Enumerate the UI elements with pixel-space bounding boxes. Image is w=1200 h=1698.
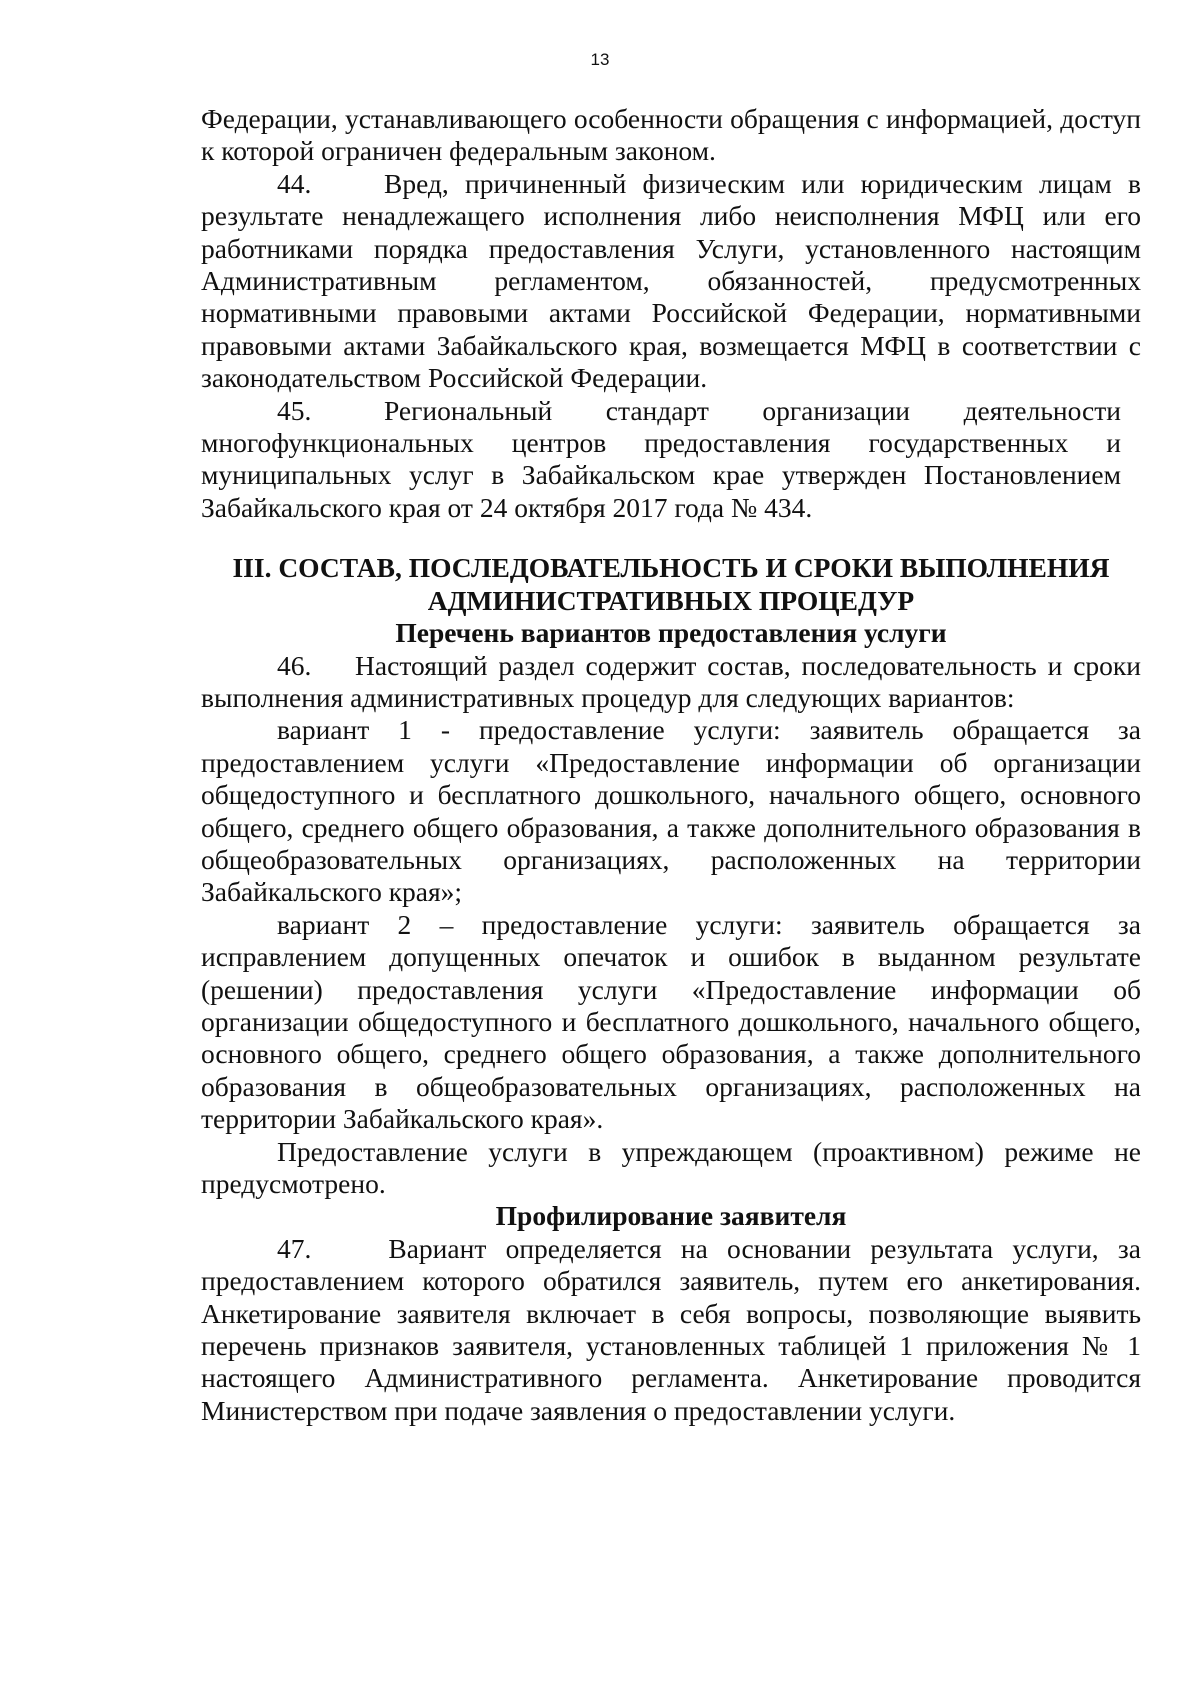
paragraph-46 [201,650,1141,715]
paragraph-variant-2: вариант 2 – предоставление услуги: заявитель обращается за исправлением допущенных опечаток и ошибок в выданном результате (решении) предоставления услуги «Предоставление информации об организации общедоступного и бесплатного дошкольного, начального общего, основного общего, среднего общего образования, а также дополнительного образования в общеобразовательных организациях, расположенных на территории Забайкальского края». [201,908,1141,1135]
paragraph-number: 44. [277,167,312,199]
section-title [201,552,1141,617]
paragraph-45 [201,395,1121,525]
paragraph-text: Вред, причиненный физическим или юридическим лицам в результате ненадлежащего исполнения либо неисполнения МФЦ или его работниками порядка предоставления Услуги, установленного настоящим Административным регламентом, обязанностей, предусмотренных нормативными правовыми актами Российской Федерации, нормативными правовыми актами Забайкальского края, возмещается МФЦ в соответствии с законодательством Российской Федерации. [201,167,1141,394]
paragraph-proactive: Предоставление услуги в упреждающем (проактивном) режиме не предусмотрено. [201,1135,1141,1199]
paragraph-number: 47. [277,1232,312,1264]
paragraph-text: Региональный стандарт организации деятельности многофункциональных центров предоставления государственных и муниципальных услуг в Забайкальском крае утвержден Постановлением Забайкальского края от 24 октября 2017 года № 434. [201,394,1121,523]
paragraph-text: Настоящий раздел содержит состав, последовательность и сроки выполнения административных процедур для следующих вариантов: [201,649,1142,713]
subsection-title-profiling: Профилирование заявителя [495,1200,847,1232]
document-body [201,103,1141,1427]
page-number: 13 [590,50,610,69]
paragraph-47 [201,1233,1141,1427]
paragraph-number: 46. [277,649,312,681]
paragraph-variant-1: вариант 1 - предоставление услуги: заявитель обращается за предоставлением услуги «Предоставление информации об организации общедоступного и бесплатного дошкольного, начального общего, основного общего, среднего общего образования, а также дополнительного образования в общеобразовательных организациях, расположенных на территории Забайкальского края»; [201,714,1141,908]
paragraph-number: 45. [277,394,312,426]
paragraph-text: Вариант определяется на основании результата услуги, за предоставлением которого обратился заявитель, путем его анкетирования. Анкетирование заявителя включает в себя вопросы, позволяющие выявить перечень признаков заявителя, установленных таблицей 1 приложения № 1 настоящего Административного регламента. Анкетирование проводится Министерством при подаче заявления о предоставлении услуги. [201,1232,1141,1426]
paragraph-44 [201,168,1141,395]
paragraph-continuation: Федерации, устанавливающего особенности обращения с информацией, доступ к которой ограничен федеральным законом. [201,103,1141,167]
subsection-title-variants: Перечень вариантов предоставления услуги [395,617,947,649]
section-title-line2: АДМИНИСТРАТИВНЫХ ПРОЦЕДУР [427,584,915,616]
section-title-line1: III. СОСТАВ, ПОСЛЕДОВАТЕЛЬНОСТЬ И СРОКИ ВЫПОЛНЕНИЯ [232,552,1110,584]
